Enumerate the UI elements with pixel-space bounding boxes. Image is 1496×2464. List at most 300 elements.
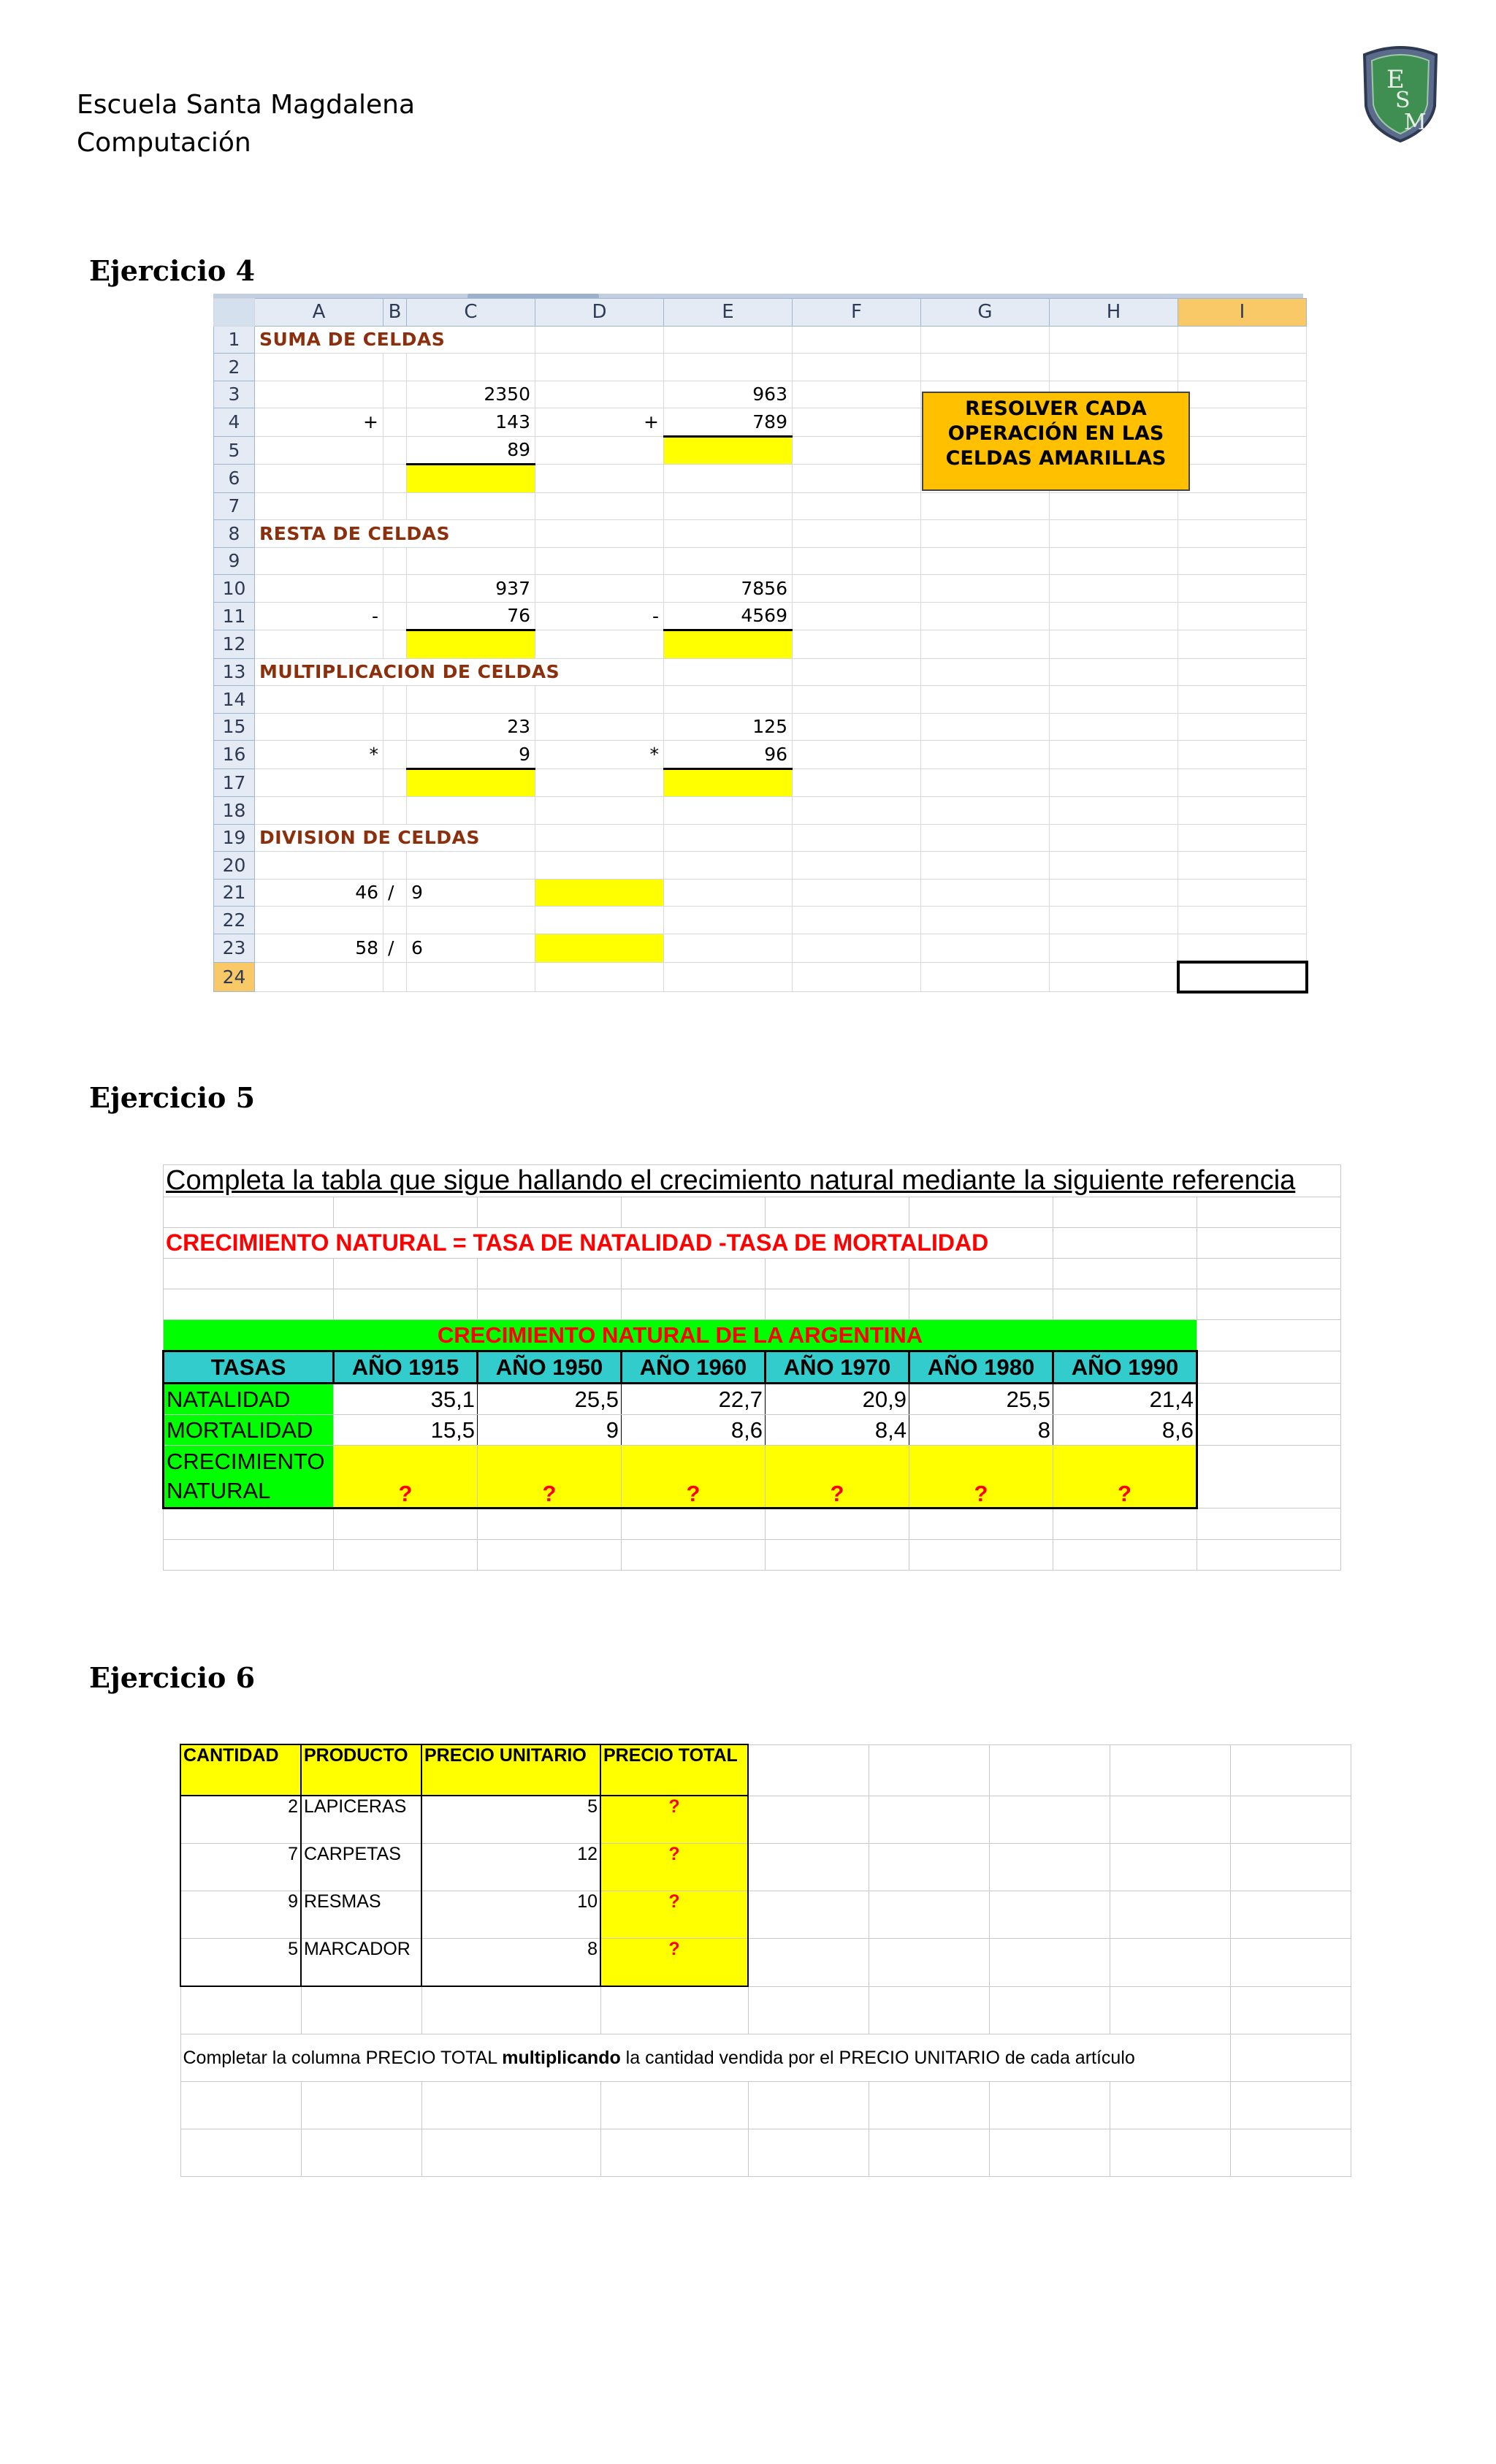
mult-title[interactable]: MULTIPLICACION DE CELDAS (255, 658, 664, 686)
empty-cell[interactable] (921, 879, 1050, 907)
empty-cell (989, 1844, 1110, 1891)
table-header: PRODUCTO (301, 1744, 421, 1796)
answer-cell-c12[interactable] (407, 630, 535, 659)
row-header[interactable]: 23 (214, 934, 255, 962)
column-header[interactable]: A (255, 299, 383, 327)
empty-cell[interactable] (1178, 879, 1307, 907)
empty-cell[interactable] (383, 547, 407, 575)
div-title[interactable]: DIVISION DE CELDAS (255, 824, 535, 852)
empty-cell[interactable] (1178, 824, 1307, 852)
empty-cell[interactable] (1050, 520, 1178, 548)
empty-cell[interactable] (1178, 408, 1307, 437)
cell-e15[interactable]: 125 (664, 713, 793, 741)
empty-cell[interactable] (535, 852, 664, 880)
empty-cell[interactable] (793, 520, 921, 548)
empty-cell[interactable] (535, 436, 664, 465)
cell-c23[interactable]: 6 (407, 934, 535, 962)
row-header[interactable]: 12 (214, 630, 255, 659)
empty-cell[interactable] (1178, 326, 1307, 354)
qty-cell: 7 (180, 1844, 301, 1891)
empty-cell[interactable] (793, 962, 921, 992)
empty-cell[interactable] (1178, 658, 1307, 686)
empty-cell[interactable] (1050, 797, 1178, 825)
suma-title[interactable]: SUMA DE CELDAS (255, 326, 535, 354)
empty-cell[interactable] (921, 326, 1050, 354)
empty-cell (1110, 1744, 1230, 1796)
empty-cell[interactable] (793, 326, 921, 354)
row-header[interactable]: 20 (214, 852, 255, 880)
empty-cell[interactable] (535, 465, 664, 493)
empty-cell[interactable] (535, 547, 664, 575)
empty-cell[interactable] (1178, 852, 1307, 880)
empty-cell[interactable] (1050, 852, 1178, 880)
empty-cell (1053, 1540, 1197, 1571)
instruction-note (922, 392, 1190, 491)
empty-cell[interactable] (1050, 962, 1178, 992)
empty-cell[interactable] (1050, 602, 1178, 630)
row-header[interactable]: 2 (214, 354, 255, 381)
empty-cell[interactable] (921, 824, 1050, 852)
empty-cell (989, 1796, 1110, 1844)
empty-cell[interactable] (255, 465, 383, 493)
table-cell: 8,6 (622, 1415, 766, 1446)
empty-cell[interactable] (407, 547, 535, 575)
empty-cell[interactable] (921, 575, 1050, 603)
row-header[interactable]: 6 (214, 465, 255, 493)
qty-cell: 2 (180, 1796, 301, 1844)
growth-table-title: CRECIMIENTO NATURAL DE LA ARGENTINA (164, 1320, 1197, 1351)
empty-cell (869, 1986, 989, 2034)
empty-cell[interactable] (535, 520, 664, 548)
qty-cell: 5 (180, 1939, 301, 1987)
column-header[interactable]: C (407, 299, 535, 327)
row-header[interactable]: 5 (214, 436, 255, 465)
cell-d4[interactable]: + (535, 408, 664, 437)
empty-cell[interactable] (407, 686, 535, 714)
empty-cell[interactable] (1050, 824, 1178, 852)
empty-cell[interactable] (383, 408, 407, 437)
answer-cell-c17[interactable] (407, 768, 535, 797)
empty-cell[interactable] (664, 492, 793, 520)
row-header[interactable]: 14 (214, 686, 255, 714)
empty-cell[interactable] (1050, 879, 1178, 907)
empty-cell[interactable] (535, 326, 664, 354)
empty-cell[interactable] (383, 686, 407, 714)
empty-cell[interactable] (1178, 436, 1307, 465)
empty-cell (1230, 1744, 1351, 1796)
empty-cell (478, 1259, 622, 1289)
empty-cell (869, 2082, 989, 2129)
empty-cell[interactable] (1050, 713, 1178, 741)
row-header[interactable]: 3 (214, 381, 255, 408)
column-header-selected[interactable]: I (1178, 299, 1307, 327)
active-cell-i24[interactable] (1178, 962, 1307, 992)
table-row (180, 1891, 1351, 1939)
empty-cell (622, 1197, 766, 1228)
price-cell: 8 (421, 1939, 600, 1987)
empty-cell[interactable] (535, 381, 664, 408)
answer-cell[interactable]: ? (622, 1446, 766, 1508)
empty-cell[interactable] (921, 852, 1050, 880)
answer-cell-e12[interactable] (664, 630, 793, 659)
empty-cell (909, 1197, 1053, 1228)
empty-cell[interactable] (1178, 797, 1307, 825)
cell-c5[interactable]: 89 (407, 436, 535, 465)
total-cell[interactable]: ? (600, 1844, 748, 1891)
empty-cell[interactable] (664, 852, 793, 880)
empty-cell[interactable] (664, 354, 793, 381)
empty-cell[interactable] (255, 381, 383, 408)
empty-cell[interactable] (793, 907, 921, 934)
empty-cell[interactable] (921, 934, 1050, 962)
school-logo-icon (1357, 40, 1443, 142)
cell-c3[interactable]: 2350 (407, 381, 535, 408)
empty-cell[interactable] (1178, 465, 1307, 493)
empty-cell[interactable] (793, 797, 921, 825)
empty-cell[interactable] (255, 436, 383, 465)
ex6-title: Ejercicio 6 (89, 1661, 256, 1694)
row-header[interactable]: 19 (214, 824, 255, 852)
empty-cell[interactable] (1050, 934, 1178, 962)
answer-cell[interactable]: ? (1053, 1446, 1197, 1508)
empty-cell[interactable] (383, 575, 407, 603)
empty-cell[interactable] (793, 465, 921, 493)
row-header[interactable]: 1 (214, 326, 255, 354)
empty-cell[interactable] (255, 962, 383, 992)
cell-a4[interactable]: + (255, 408, 383, 437)
empty-cell[interactable] (383, 381, 407, 408)
cell-c4[interactable]: 143 (407, 408, 535, 437)
empty-cell[interactable] (255, 907, 383, 934)
table-header: CANTIDAD (180, 1744, 301, 1796)
empty-cell[interactable] (921, 520, 1050, 548)
empty-cell[interactable] (664, 465, 793, 493)
row-header[interactable]: 15 (214, 713, 255, 741)
empty-cell[interactable] (255, 492, 383, 520)
empty-cell[interactable] (383, 797, 407, 825)
empty-cell[interactable] (921, 492, 1050, 520)
empty-cell[interactable] (1050, 907, 1178, 934)
empty-cell[interactable] (793, 713, 921, 741)
total-cell[interactable]: ? (600, 1891, 748, 1939)
cell-e3[interactable]: 963 (664, 381, 793, 408)
cell-d16[interactable]: * (535, 741, 664, 769)
product-cell: LAPICERAS (301, 1796, 421, 1844)
table-cell: 9 (478, 1415, 622, 1446)
cell-e10[interactable]: 7856 (664, 575, 793, 603)
row-header[interactable]: 4 (214, 408, 255, 437)
empty-cell[interactable] (664, 658, 793, 686)
empty-cell[interactable] (1178, 520, 1307, 548)
empty-cell[interactable] (383, 436, 407, 465)
empty-cell[interactable] (664, 907, 793, 934)
empty-cell[interactable] (535, 686, 664, 714)
empty-cell[interactable] (535, 824, 664, 852)
empty-cell[interactable] (535, 354, 664, 381)
column-header[interactable]: E (664, 299, 793, 327)
answer-cell[interactable]: ? (909, 1446, 1053, 1508)
empty-cell[interactable] (383, 962, 407, 992)
empty-cell[interactable] (383, 465, 407, 493)
empty-cell[interactable] (921, 354, 1050, 381)
empty-cell[interactable] (664, 326, 793, 354)
empty-cell[interactable] (255, 575, 383, 603)
empty-cell (1197, 1320, 1341, 1351)
cell-c10[interactable]: 937 (407, 575, 535, 603)
select-all-corner[interactable] (214, 299, 255, 327)
empty-cell[interactable] (383, 741, 407, 769)
answer-cell-d21[interactable] (535, 879, 664, 907)
empty-cell[interactable] (1050, 354, 1178, 381)
cell-c11[interactable]: 76 (407, 602, 535, 630)
cell-b23[interactable]: / (383, 934, 407, 962)
cell-a16[interactable]: * (255, 741, 383, 769)
empty-cell[interactable] (1178, 713, 1307, 741)
empty-cell[interactable] (664, 547, 793, 575)
empty-cell[interactable] (1178, 686, 1307, 714)
empty-cell (1230, 2082, 1351, 2129)
empty-cell[interactable] (793, 436, 921, 465)
empty-cell (989, 1939, 1110, 1987)
cell-c21[interactable]: 9 (407, 879, 535, 907)
empty-cell[interactable] (1178, 575, 1307, 603)
empty-cell[interactable] (1178, 547, 1307, 575)
empty-cell[interactable] (535, 768, 664, 797)
empty-cell (600, 1986, 748, 2034)
empty-cell (1197, 1508, 1341, 1540)
empty-cell[interactable] (255, 630, 383, 659)
empty-cell[interactable] (383, 852, 407, 880)
empty-cell[interactable] (793, 824, 921, 852)
empty-cell (164, 1540, 334, 1571)
empty-cell[interactable] (1178, 381, 1307, 408)
answer-cell-c6[interactable] (407, 465, 535, 493)
empty-cell (301, 2129, 421, 2177)
empty-cell (478, 1197, 622, 1228)
cell-c16[interactable]: 9 (407, 741, 535, 769)
table-row (180, 1844, 1351, 1891)
empty-cell[interactable] (1050, 547, 1178, 575)
instruction-text: la cantidad vendida por el PRECIO UNITARIO de cada artículo (620, 2047, 1135, 2068)
empty-cell (1053, 1289, 1197, 1320)
empty-cell[interactable] (664, 520, 793, 548)
answer-cell-d23[interactable] (535, 934, 664, 962)
total-cell[interactable]: ? (600, 1939, 748, 1987)
cell-c15[interactable]: 23 (407, 713, 535, 741)
total-cell[interactable]: ? (600, 1796, 748, 1844)
cell-e11[interactable]: 4569 (664, 602, 793, 630)
empty-cell[interactable] (1178, 354, 1307, 381)
row-header[interactable]: 9 (214, 547, 255, 575)
empty-cell[interactable] (535, 797, 664, 825)
empty-cell[interactable] (921, 686, 1050, 714)
empty-cell[interactable] (255, 713, 383, 741)
empty-cell[interactable] (407, 354, 535, 381)
empty-cell[interactable] (793, 575, 921, 603)
empty-cell (301, 1986, 421, 2034)
empty-cell[interactable] (921, 962, 1050, 992)
empty-cell (164, 1289, 334, 1320)
growth-table (162, 1164, 1341, 1571)
row-header[interactable]: 7 (214, 492, 255, 520)
empty-cell[interactable] (383, 492, 407, 520)
cell-b21[interactable]: / (383, 879, 407, 907)
empty-cell[interactable] (921, 741, 1050, 769)
empty-cell[interactable] (793, 741, 921, 769)
empty-cell[interactable] (664, 962, 793, 992)
empty-cell[interactable] (793, 408, 921, 437)
school-header (77, 86, 415, 162)
empty-cell[interactable] (255, 852, 383, 880)
answer-cell-e17[interactable] (664, 768, 793, 797)
empty-cell[interactable] (793, 630, 921, 659)
empty-cell[interactable] (793, 602, 921, 630)
empty-cell[interactable] (1178, 630, 1307, 659)
empty-cell (334, 1508, 478, 1540)
answer-cell-e5[interactable] (664, 436, 793, 465)
empty-cell[interactable] (664, 879, 793, 907)
empty-cell[interactable] (407, 492, 535, 520)
empty-cell[interactable] (793, 547, 921, 575)
empty-cell[interactable] (255, 547, 383, 575)
empty-cell[interactable] (793, 879, 921, 907)
table-row (164, 1384, 1341, 1415)
empty-cell[interactable] (1050, 492, 1178, 520)
column-header[interactable]: F (793, 299, 921, 327)
answer-cell[interactable]: ? (334, 1446, 478, 1508)
empty-cell[interactable] (407, 962, 535, 992)
growth-formula: CRECIMIENTO NATURAL = TASA DE NATALIDAD -TASA DE MORTALIDAD (164, 1228, 1053, 1259)
empty-cell[interactable] (1178, 492, 1307, 520)
answer-cell[interactable]: ? (766, 1446, 909, 1508)
empty-cell[interactable] (664, 934, 793, 962)
cell-e16[interactable]: 96 (664, 741, 793, 769)
empty-cell (748, 1744, 869, 1796)
empty-cell[interactable] (535, 575, 664, 603)
empty-cell[interactable] (1050, 741, 1178, 769)
row-header[interactable]: 17 (214, 768, 255, 797)
empty-cell[interactable] (535, 713, 664, 741)
empty-cell[interactable] (255, 768, 383, 797)
empty-cell[interactable] (664, 797, 793, 825)
answer-cell[interactable]: ? (478, 1446, 622, 1508)
empty-cell[interactable] (793, 492, 921, 520)
empty-cell (748, 1939, 869, 1987)
column-header[interactable]: G (921, 299, 1050, 327)
column-header[interactable]: B (383, 299, 407, 327)
empty-cell (1197, 1259, 1341, 1289)
price-cell: 10 (421, 1891, 600, 1939)
cell-a23[interactable]: 58 (255, 934, 383, 962)
table-row (180, 1796, 1351, 1844)
empty-cell[interactable] (407, 852, 535, 880)
row-header[interactable]: 11 (214, 602, 255, 630)
row-header[interactable]: 10 (214, 575, 255, 603)
empty-cell[interactable] (793, 354, 921, 381)
empty-cell[interactable] (407, 797, 535, 825)
empty-cell[interactable] (664, 824, 793, 852)
empty-cell[interactable] (1050, 658, 1178, 686)
ex5-title: Ejercicio 5 (89, 1081, 256, 1114)
row-header[interactable]: 22 (214, 907, 255, 934)
empty-cell[interactable] (921, 768, 1050, 797)
cell-a11[interactable]: - (255, 602, 383, 630)
empty-cell[interactable] (793, 686, 921, 714)
empty-cell[interactable] (383, 630, 407, 659)
row-header[interactable]: 8 (214, 520, 255, 548)
empty-cell[interactable] (1050, 326, 1178, 354)
row-header[interactable]: 16 (214, 741, 255, 769)
empty-cell[interactable] (793, 768, 921, 797)
empty-cell[interactable] (1178, 768, 1307, 797)
empty-cell[interactable] (1050, 686, 1178, 714)
empty-cell[interactable] (255, 686, 383, 714)
resta-title[interactable]: RESTA DE CELDAS (255, 520, 535, 548)
empty-cell (334, 1540, 478, 1571)
empty-cell (478, 1289, 622, 1320)
cell-a21[interactable]: 46 (255, 879, 383, 907)
empty-cell[interactable] (793, 381, 921, 408)
empty-cell[interactable] (1178, 907, 1307, 934)
empty-cell[interactable] (1050, 575, 1178, 603)
empty-cell[interactable] (793, 852, 921, 880)
row-header-selected[interactable]: 24 (214, 962, 255, 992)
empty-cell[interactable] (1178, 934, 1307, 962)
column-header[interactable]: H (1050, 299, 1178, 327)
empty-cell[interactable] (921, 547, 1050, 575)
empty-cell[interactable] (664, 686, 793, 714)
empty-cell[interactable] (255, 797, 383, 825)
empty-cell[interactable] (383, 354, 407, 381)
table-cell: 15,5 (334, 1415, 478, 1446)
empty-cell[interactable] (535, 962, 664, 992)
empty-cell[interactable] (921, 713, 1050, 741)
empty-cell[interactable] (921, 630, 1050, 659)
empty-cell[interactable] (921, 797, 1050, 825)
empty-cell (1197, 1289, 1341, 1320)
cell-e4[interactable]: 789 (664, 408, 793, 437)
empty-cell[interactable] (535, 907, 664, 934)
empty-cell (766, 1540, 909, 1571)
empty-cell[interactable] (383, 602, 407, 630)
row-header[interactable]: 21 (214, 879, 255, 907)
empty-cell[interactable] (383, 907, 407, 934)
empty-cell[interactable] (793, 934, 921, 962)
column-header[interactable]: D (535, 299, 664, 327)
cell-d11[interactable]: - (535, 602, 664, 630)
empty-cell[interactable] (921, 658, 1050, 686)
empty-cell[interactable] (535, 630, 664, 659)
empty-cell[interactable] (1178, 602, 1307, 630)
product-cell: CARPETAS (301, 1844, 421, 1891)
empty-cell[interactable] (1178, 741, 1307, 769)
table-cell: 8,6 (1053, 1415, 1197, 1446)
empty-cell[interactable] (535, 492, 664, 520)
empty-cell[interactable] (921, 602, 1050, 630)
row-label-line: CRECIMIENTO (167, 1449, 325, 1474)
empty-cell[interactable] (407, 907, 535, 934)
row-header[interactable]: 13 (214, 658, 255, 686)
empty-cell[interactable] (793, 658, 921, 686)
empty-cell[interactable] (1050, 768, 1178, 797)
row-header[interactable]: 18 (214, 797, 255, 825)
empty-cell[interactable] (921, 907, 1050, 934)
empty-cell[interactable] (383, 768, 407, 797)
empty-cell[interactable] (383, 713, 407, 741)
empty-cell[interactable] (1050, 630, 1178, 659)
empty-cell (909, 1259, 1053, 1289)
empty-cell[interactable] (255, 354, 383, 381)
